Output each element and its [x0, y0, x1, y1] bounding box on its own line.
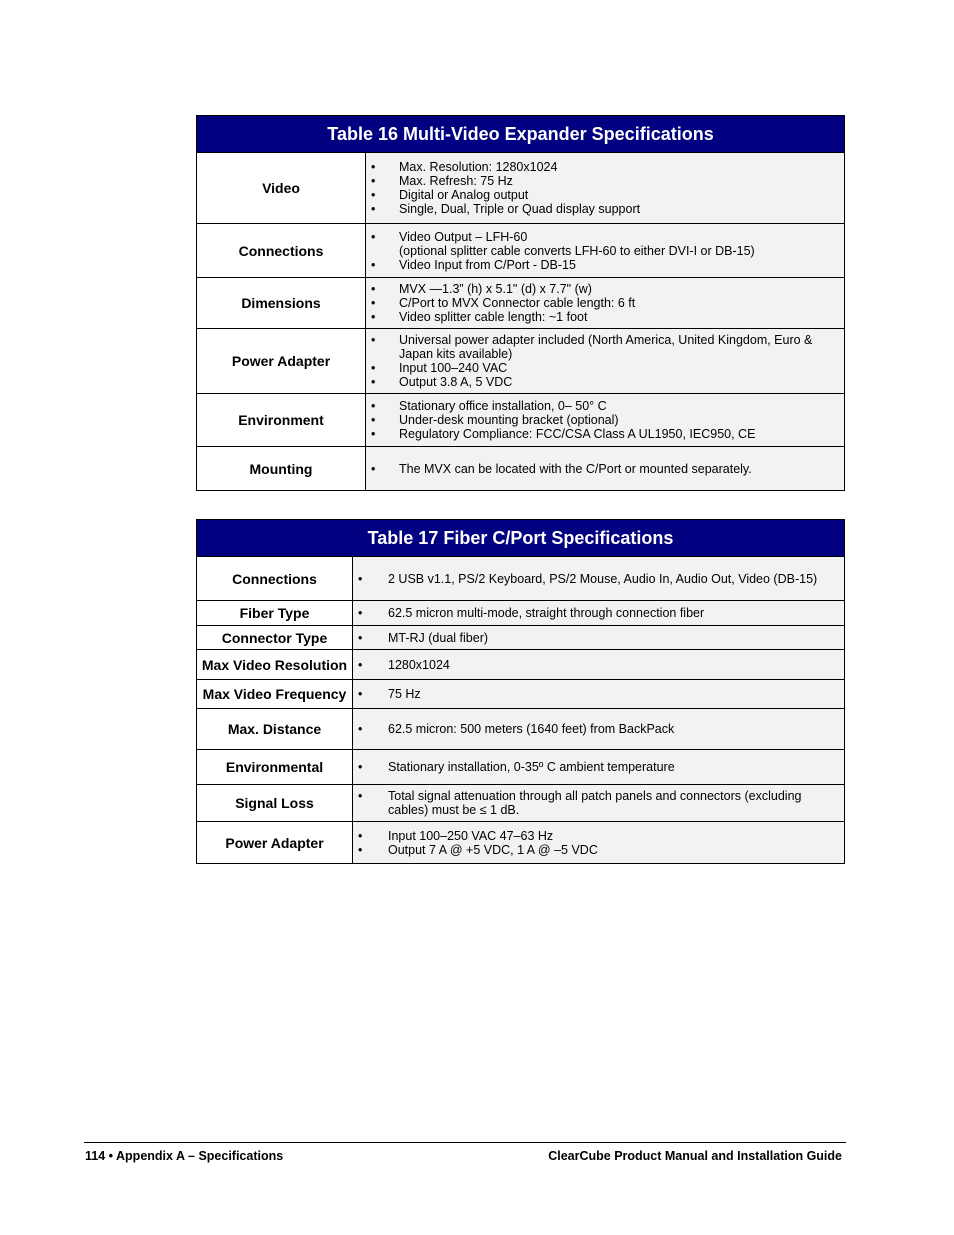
spec-bullet-text: Input 100–250 VAC 47–63 Hz — [388, 828, 554, 843]
spec-bullet-list — [353, 568, 844, 590]
spec-label: Video — [197, 153, 366, 224]
spec-row — [197, 650, 845, 680]
spec-bullet-list — [353, 602, 844, 624]
spec-bullet-item — [356, 631, 838, 645]
spec-label: Environmental — [197, 750, 353, 785]
spec-bullet-text: MT-RJ (dual fiber) — [388, 630, 489, 645]
bullet-icon: • — [358, 842, 363, 857]
bullet-icon: • — [371, 310, 376, 324]
spec-bullet-text: Input 100–240 VAC — [399, 361, 508, 375]
spec-bullet-item — [356, 829, 838, 843]
spec-label: Power Adapter — [197, 329, 366, 394]
spec-row — [197, 626, 845, 650]
bullet-icon: • — [371, 375, 376, 389]
footer-page-label: 114 • Appendix A – Specifications — [85, 1149, 284, 1163]
spec-bullet-list — [366, 278, 844, 328]
spec-bullet-text: MVX —1.3” (h) x 5.1" (d) x 7.7" (w) — [399, 282, 592, 296]
spec-value — [353, 650, 845, 680]
footer-divider — [84, 1142, 846, 1143]
bullet-icon: • — [358, 571, 363, 586]
spec-bullet-text: Digital or Analog output — [399, 188, 529, 202]
spec-label: Dimensions — [197, 278, 366, 329]
bullet-icon: • — [371, 160, 376, 174]
spec-bullet-item — [369, 202, 838, 216]
spec-row — [197, 394, 845, 447]
spec-bullet-item — [356, 760, 838, 774]
spec-bullet-item — [356, 658, 838, 672]
spec-bullet-text: Max. Resolution: 1280x1024 — [399, 160, 558, 174]
bullet-icon: • — [358, 657, 363, 672]
spec-value — [353, 709, 845, 750]
spec-value — [366, 329, 845, 394]
spec-row — [197, 278, 845, 329]
spec-label: Mounting — [197, 447, 366, 491]
spec-bullet-text: Stationary installation, 0-35º C ambient temperature — [388, 760, 675, 774]
spec-bullet-item — [369, 258, 838, 272]
spec-bullet-text: 62.5 micron: 500 meters (1640 feet) from BackPack — [388, 722, 675, 736]
spec-row — [197, 709, 845, 750]
spec-bullet-text: Video splitter cable length: ~1 foot — [399, 310, 588, 324]
spec-bullet-text: Video Input from C/Port - DB-15 — [399, 257, 576, 272]
spec-bullet-item — [356, 687, 838, 701]
spec-bullet-list — [366, 156, 844, 220]
spec-value — [353, 601, 845, 626]
spec-row — [197, 557, 845, 601]
spec-row — [197, 224, 845, 278]
bullet-icon: • — [371, 229, 376, 244]
spec-bullet-text: Universal power adapter included (North America, United Kingdom, Euro & Japan kits available) — [399, 333, 813, 361]
spec-bullet-text: 1280x1024 — [388, 657, 450, 672]
bullet-icon: • — [371, 202, 376, 216]
spec-bullet-list — [366, 458, 844, 480]
spec-bullet-item — [369, 174, 838, 188]
spec-value — [353, 822, 845, 864]
spec-bullet-item — [369, 361, 838, 375]
footer-doc-title: ClearCube Product Manual and Installation Guide — [548, 1149, 842, 1163]
spec-bullet-item — [369, 427, 838, 441]
spec-value — [366, 447, 845, 491]
bullet-icon: • — [371, 399, 376, 413]
spec-label: Connector Type — [197, 626, 353, 650]
spec-bullet-item — [369, 296, 838, 310]
spec-bullet-list — [353, 825, 844, 861]
spec-bullet-item — [356, 789, 838, 817]
spec-bullet-text: The MVX can be located with the C/Port or mounted separately. — [399, 461, 752, 476]
bullet-icon: • — [371, 296, 376, 310]
bullet-icon: • — [358, 630, 363, 645]
spec-bullet-item — [356, 722, 838, 736]
bullet-icon: • — [371, 257, 376, 272]
spec-row — [197, 750, 845, 785]
table-title: Table 16 Multi-Video Expander Specifications — [197, 116, 845, 153]
spec-bullet-text: Video Output – LFH-60 (optional splitter cable converts LFH-60 to either DVI-I or DB-15) — [399, 229, 755, 258]
spec-row — [197, 822, 845, 864]
bullet-icon: • — [371, 282, 376, 296]
spec-bullet-item — [369, 399, 838, 413]
spec-value — [366, 153, 845, 224]
spec-bullet-item — [369, 188, 838, 202]
spec-bullet-item — [356, 572, 838, 586]
spec-bullet-item — [369, 310, 838, 324]
spec-label: Fiber Type — [197, 601, 353, 626]
bullet-icon: • — [371, 461, 376, 476]
spec-value — [366, 224, 845, 278]
spec-row — [197, 601, 845, 626]
bullet-icon: • — [371, 361, 376, 375]
spec-bullet-list — [353, 627, 844, 649]
spec-label: Connections — [197, 557, 353, 601]
spec-label: Max. Distance — [197, 709, 353, 750]
spec-bullet-list — [366, 395, 844, 445]
spec-bullet-text: Under-desk mounting bracket (optional) — [399, 413, 619, 427]
spec-bullet-text: Output 3.8 A, 5 VDC — [399, 375, 513, 389]
spec-label: Environment — [197, 394, 366, 447]
spec-bullet-list — [353, 718, 844, 740]
spec-bullet-text: 62.5 micron multi-mode, straight through connection fiber — [388, 606, 705, 620]
spec-bullet-item — [369, 333, 838, 361]
spec-bullet-item — [369, 160, 838, 174]
spec-label: Power Adapter — [197, 822, 353, 864]
table-title: Table 17 Fiber C/Port Specifications — [197, 520, 845, 557]
spec-row — [197, 153, 845, 224]
bullet-icon: • — [358, 789, 363, 803]
spec-bullet-item — [369, 282, 838, 296]
bullet-icon: • — [358, 606, 363, 620]
spec-value — [353, 750, 845, 785]
spec-bullet-text: 75 Hz — [388, 687, 421, 701]
spec-bullet-text: Single, Dual, Triple or Quad display support — [399, 202, 641, 216]
spec-bullet-list — [353, 683, 844, 705]
spec-bullet-text: C/Port to MVX Connector cable length: 6 ft — [399, 296, 636, 310]
spec-bullet-item — [369, 375, 838, 389]
spec-bullet-text: Regulatory Compliance: FCC/CSA Class A UL1950, IEC950, CE — [399, 427, 756, 441]
bullet-icon: • — [371, 427, 376, 441]
spec-value — [353, 557, 845, 601]
multi-video-expander-spec-table — [196, 115, 845, 491]
spec-bullet-item — [369, 413, 838, 427]
fiber-cport-spec-table — [196, 519, 845, 864]
spec-bullet-item — [356, 843, 838, 857]
spec-bullet-text: Total signal attenuation through all patch panels and connectors (excluding cables) must be ≤ 1 dB. — [388, 789, 802, 817]
spec-bullet-list — [366, 226, 844, 276]
spec-bullet-text: Output 7 A @ +5 VDC, 1 A @ –5 VDC — [388, 842, 598, 857]
spec-label: Max Video Resolution — [197, 650, 353, 680]
spec-bullet-list — [353, 785, 844, 821]
spec-bullet-item — [356, 606, 838, 620]
spec-label: Connections — [197, 224, 366, 278]
bullet-icon: • — [358, 760, 363, 774]
spec-bullet-list — [353, 756, 844, 778]
spec-bullet-text: Max. Refresh: 75 Hz — [399, 174, 513, 188]
bullet-icon: • — [358, 828, 363, 843]
bullet-icon: • — [358, 722, 363, 736]
spec-label: Signal Loss — [197, 785, 353, 822]
spec-value — [366, 394, 845, 447]
spec-row — [197, 785, 845, 822]
bullet-icon: • — [371, 333, 376, 347]
spec-row — [197, 447, 845, 491]
bullet-icon: • — [371, 174, 376, 188]
spec-bullet-item — [369, 230, 838, 258]
spec-bullet-text: 2 USB v1.1, PS/2 Keyboard, PS/2 Mouse, Audio In, Audio Out, Video (DB-15) — [388, 571, 818, 586]
spec-row — [197, 680, 845, 709]
bullet-icon: • — [371, 188, 376, 202]
spec-bullet-list — [353, 654, 844, 676]
spec-value — [353, 626, 845, 650]
spec-label: Max Video Frequency — [197, 680, 353, 709]
spec-value — [353, 785, 845, 822]
bullet-icon: • — [358, 687, 363, 701]
spec-row — [197, 329, 845, 394]
spec-value — [366, 278, 845, 329]
spec-value — [353, 680, 845, 709]
spec-bullet-list — [366, 329, 844, 393]
bullet-icon: • — [371, 413, 376, 427]
spec-bullet-text: Stationary office installation, 0– 50° C — [399, 399, 607, 413]
spec-bullet-item — [369, 462, 838, 476]
